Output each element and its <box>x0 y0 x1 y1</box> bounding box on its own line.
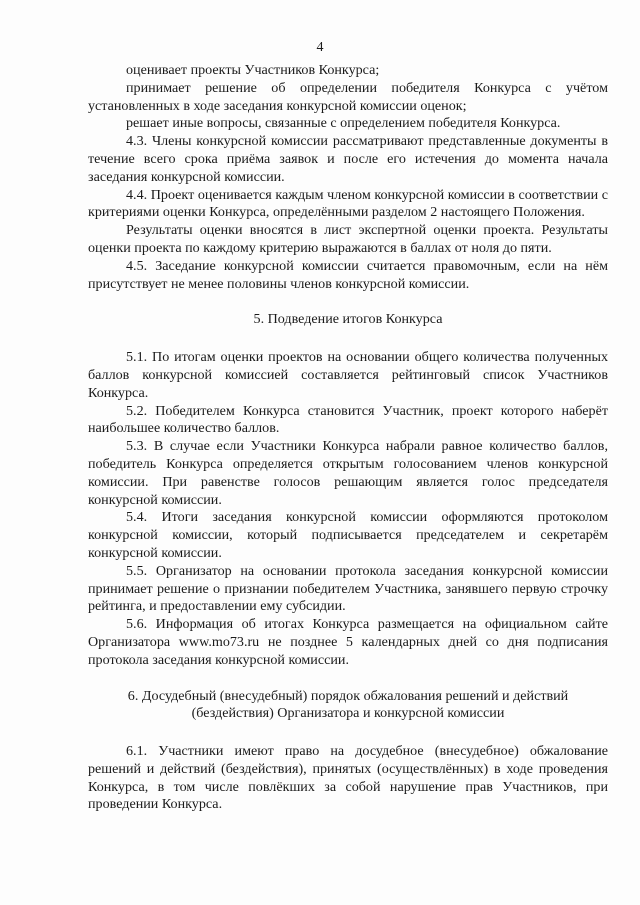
paragraph-5-2: 5.2. Победителем Конкурса становится Участник, проект которого наберёт наибольшее количество баллов. <box>88 402 608 437</box>
paragraph-5-1: 5.1. По итогам оценки проектов на основании общего количества полученных баллов конкурсной комиссией составляется рейтинговый список Участников Конкурса. <box>88 349 608 401</box>
paragraph-5-6: 5.6. Информация об итогах Конкурса размещается на официальном сайте Организатора www.mo73.ru не позднее 5 календарных дней со дня подписания протокола заседания конкурсной комиссии. <box>88 616 608 668</box>
paragraph-5-3: 5.3. В случае если Участники Конкурса набрали равное количество баллов, победитель Конкурса определяется открытым голосованием членов конкурсной комиссии. При равенстве голосов решающим является голос председателя конкурсной комиссии. <box>88 438 608 508</box>
paragraph-5-4: 5.4. Итоги заседания конкурсной комиссии оформляются протоколом конкурсной комиссии, который подписывается председателем и секретарём конкурсной комиссии. <box>88 509 608 561</box>
spacer <box>88 329 608 349</box>
paragraph-4-4: 4.4. Проект оценивается каждым членом конкурсной комиссии в соответствии с критериями оценки Конкурса, определёнными разделом 2 настоящего Положения. <box>88 186 608 221</box>
section-6-heading-line-2: (бездействия) Организатора и конкурсной комиссии <box>191 705 505 722</box>
spacer <box>88 293 608 311</box>
paragraph: принимает решение об определении победителя Конкурса с учётом установленных в ходе заседания конкурсной комиссии оценок; <box>88 79 608 114</box>
page-number: 4 <box>316 40 324 55</box>
document-body <box>88 62 608 814</box>
paragraph-4-5: 4.5. Заседание конкурсной комиссии считается правомочным, если на нём присутствует не менее половины членов конкурсной комиссии. <box>88 257 608 292</box>
paragraph-5-5: 5.5. Организатор на основании протокола заседания конкурсной комиссии принимает решение о признании победителем Участника, занявшего первую строчку рейтинга, и предоставлении ему субсидии. <box>88 562 608 615</box>
section-6-heading-line-1: 6. Досудебный (внесудебный) порядок обжалования решений и действий <box>127 687 569 704</box>
paragraph: решает иные вопросы, связанные с определением победителя Конкурса. <box>126 115 561 132</box>
paragraph-6-1: 6.1. Участники имеют право на досудебное (внесудебное) обжалование решений и действий (бездействия), принятых (осуществлённых) в ходе проведения Конкурса, в том числе повлёкших за собой нарушение прав Участников, при проведении Конкурса. <box>88 743 608 813</box>
spacer <box>88 670 608 688</box>
spacer <box>88 723 608 743</box>
paragraph: оценивает проекты Участников Конкурса; <box>126 62 380 78</box>
paragraph-4-3: 4.3. Члены конкурсной комиссии рассматривают представленные документы в течение всего срока приёма заявок и после его истечения до момента начала заседания конкурсной комиссии. <box>88 133 608 185</box>
section-5-heading: 5. Подведение итогов Конкурса <box>253 311 443 328</box>
paragraph: Результаты оценки вносятся в лист экспертной оценки проекта. Результаты оценки проекта по каждому критерию выражаются в баллах от ноля до пяти. <box>88 222 608 256</box>
